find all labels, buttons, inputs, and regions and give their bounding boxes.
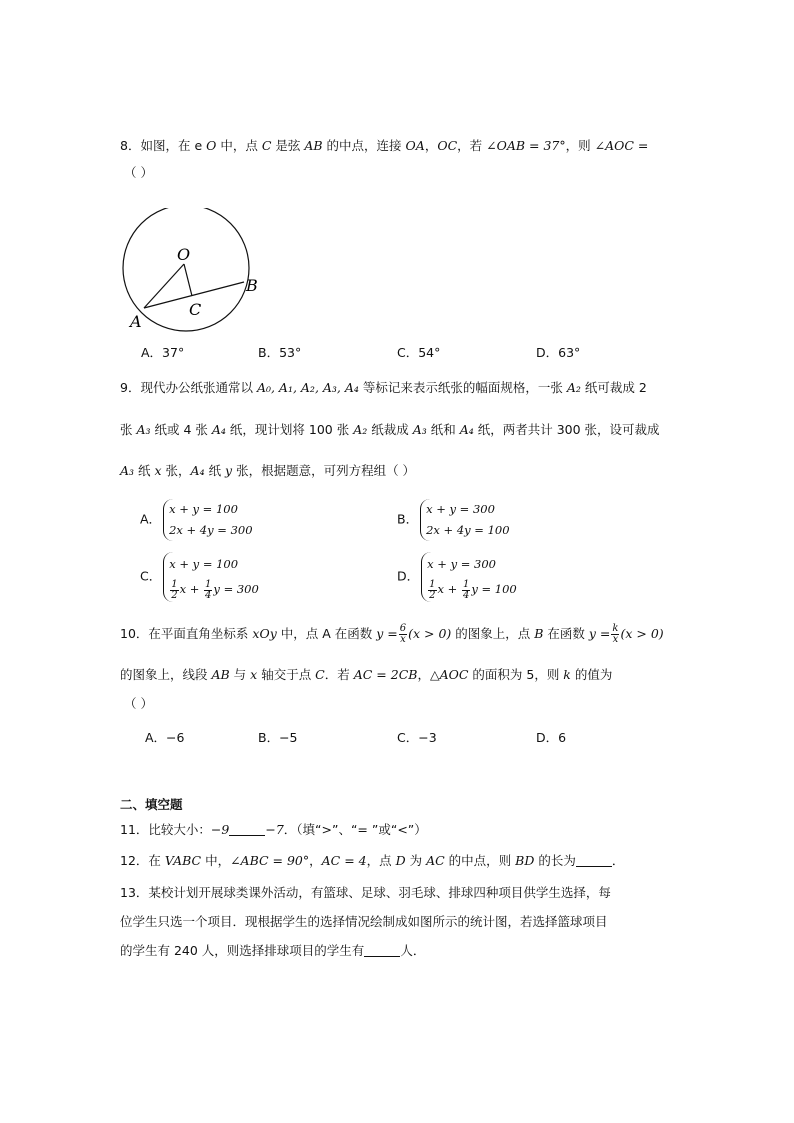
triangle-aoc: △AOC (429, 667, 469, 682)
label-c: C (189, 300, 202, 319)
equation: 2x + 4y = 300 (169, 523, 253, 537)
q9-text: 等标记来表示纸张的幅面规格，一张 (358, 380, 567, 395)
segment-bd: BD (515, 853, 535, 868)
domain: (x > 0) (620, 626, 664, 641)
paper-a2: A₂ (566, 380, 581, 395)
option-label: D． (397, 568, 420, 584)
segment-ab: AB (211, 667, 230, 682)
triangle-abc: VABC (164, 853, 202, 868)
q10-option-b[interactable]: B．−5 (258, 730, 298, 745)
q8-condition: ∠OAB = 37° (486, 138, 566, 153)
q13-line-2: 位学生只选一个项目．现根据学生的选择情况绘制成如图所示的统计图，若选择篮球项目 (120, 914, 608, 929)
q12-text: 的中点，则 (444, 853, 516, 868)
q10-option-d[interactable]: D．6 (536, 730, 567, 745)
q8-question: ∠AOC = (594, 138, 649, 153)
q10-text: 10．在平面直角坐标系 (120, 626, 253, 641)
q10-text: 中，点 (276, 626, 323, 641)
q11-text: ．（填“>”、“= ”或“<”） (283, 822, 427, 837)
function-2: y = (588, 626, 611, 641)
paper-a3: A₃ (136, 422, 151, 437)
equation: x + (179, 582, 204, 596)
q8-text: 8．如图，在 (120, 138, 195, 153)
q9-text: 纸或 4 张 (150, 422, 212, 437)
q10-answer-paren: （ ） (124, 696, 153, 711)
q9-text: 纸 (134, 463, 155, 478)
q11-text: 11．比较大小： (120, 822, 211, 837)
denominator: 2 (429, 589, 436, 601)
q13-line-3 (120, 941, 425, 959)
q8-answer-paren: （ ） (124, 165, 153, 180)
q8-figure (116, 208, 266, 334)
q9-text: 纸可裁成 2 (580, 380, 647, 395)
equation: y = 300 (213, 582, 259, 596)
math-ab: AB (304, 138, 323, 153)
var-x: x (154, 463, 162, 478)
q8-option-a[interactable]: A．37° (141, 345, 185, 360)
q13-line-1: 13．某校计划开展球类课外活动，有篮球、足球、羽毛球、排球四种项目供学生选择，每 (120, 885, 611, 900)
q10-text: 的面积为 5，则 (468, 667, 564, 682)
numerator: 6 (399, 623, 407, 634)
equation: x + y = 300 (427, 557, 496, 571)
fraction (462, 580, 470, 601)
q9-line-1 (120, 378, 647, 396)
q10-text: 在函数 (543, 626, 589, 641)
q10-condition: AC = 2CB (353, 667, 418, 682)
q9-option-b[interactable] (397, 499, 510, 541)
q10-option-c[interactable]: C．−3 (397, 730, 437, 745)
equation: y = 100 (471, 582, 517, 596)
q8-option-b[interactable]: B．53° (258, 345, 302, 360)
numerator: k (612, 623, 619, 634)
q13-text: 的学生有 240 人，则选择排球项目的学生有 (120, 943, 365, 958)
number: −9 (210, 822, 230, 837)
coord-system: xOy (252, 626, 277, 641)
segment-oa (144, 264, 184, 308)
equation-system (420, 499, 509, 541)
q9-text: 9．现代办公纸张通常以 (120, 380, 257, 395)
point-a: A (322, 626, 331, 641)
q10-text: 的图象上，点 (451, 626, 535, 641)
equation-system (163, 552, 259, 602)
q10-text: 轴交于点 (257, 667, 316, 682)
q11 (120, 820, 427, 838)
option-label: B． (397, 511, 419, 527)
label-a: A (130, 312, 142, 331)
point-b: B (534, 626, 544, 641)
q9-option-a[interactable] (140, 499, 253, 541)
numerator: 1 (205, 578, 212, 590)
q9-line-2 (120, 420, 660, 438)
paper-sizes: A₀, A₁, A₂, A₃, A₄ (256, 380, 359, 395)
q9-text: 纸，两者共计 300 张，设可裁成 (473, 422, 660, 437)
q9-text: 张， (161, 463, 191, 478)
equation-system (163, 499, 252, 541)
q8-option-d[interactable]: D．63° (536, 345, 581, 360)
fraction (170, 580, 178, 601)
var-y: y (225, 463, 233, 478)
fraction (204, 580, 212, 601)
fraction (399, 624, 407, 645)
q12-text: 12．在 (120, 853, 165, 868)
q10-text: 在函数 (330, 626, 377, 641)
q12-text: ，点 (366, 853, 396, 868)
q8-text: ， (424, 138, 438, 153)
equation: x + y = 100 (169, 557, 239, 571)
label-b: B (246, 276, 258, 295)
q8-line-1 (120, 136, 648, 154)
denominator: x (612, 634, 619, 645)
q10-line-2 (120, 665, 612, 683)
circle-o (123, 208, 249, 331)
q8-text: ，若 (457, 138, 487, 153)
paper-a3: A₃ (120, 463, 135, 478)
answer-blank[interactable] (576, 865, 612, 867)
denominator: x (400, 634, 406, 645)
equation: x + (437, 582, 461, 596)
point-c: C (315, 667, 325, 682)
circle-symbol: e (194, 138, 203, 153)
equation-system (421, 552, 517, 602)
denominator: 4 (462, 589, 470, 601)
q10-line-1 (120, 624, 664, 645)
paper-a3: A₃ (412, 422, 427, 437)
denominator: 4 (205, 589, 212, 601)
q12-text: ． (611, 853, 625, 868)
math-oa: OA (405, 138, 425, 153)
paper-a2: A₂ (353, 422, 368, 437)
domain: (x > 0) (408, 626, 452, 641)
function-1: y = (376, 626, 398, 641)
segment-oc (184, 264, 192, 296)
numerator: 1 (429, 578, 436, 590)
math-oc: OC (437, 138, 458, 153)
q10-text: 的值为 (570, 667, 613, 682)
math-o: O (206, 138, 217, 153)
var-x: x (250, 667, 258, 682)
fraction (428, 580, 436, 601)
paper-a4: A₄ (211, 422, 226, 437)
numerator: 1 (171, 578, 178, 590)
q8-text: 中，点 (216, 138, 262, 153)
denominator: 2 (171, 589, 178, 601)
q9-line-3 (120, 461, 415, 479)
q9-option-c[interactable] (140, 552, 259, 602)
option-label: A． (140, 511, 162, 527)
q8-text: 的中点，连接 (322, 138, 406, 153)
q10-text: ．若 (324, 667, 354, 682)
fraction (611, 624, 619, 645)
equation: x + y = 100 (169, 502, 238, 516)
answer-blank[interactable] (229, 834, 265, 836)
angle-abc: ∠ABC = 90° (230, 853, 310, 868)
q9-text: 纸和 (426, 422, 460, 437)
length-ac: AC = 4 (321, 853, 367, 868)
q12-text: ， (309, 853, 322, 868)
var-k: k (563, 667, 571, 682)
paper-a4: A₄ (190, 463, 205, 478)
q10-text: 的图象上，线段 (120, 667, 212, 682)
q10-text: 与 (229, 667, 251, 682)
label-o: O (177, 245, 191, 264)
q8-text: 是弦 (271, 138, 305, 153)
q9-text: 纸，现计划将 100 张 (225, 422, 354, 437)
q9-text: 纸裁成 (367, 422, 413, 437)
point-d: D (395, 853, 406, 868)
q9-text: 纸 (204, 463, 226, 478)
q9-text: 张，根据题意，可列方程组（ ） (232, 463, 416, 478)
q12-text: 为 (405, 853, 427, 868)
q8-option-c[interactable]: C．54° (397, 345, 441, 360)
answer-blank[interactable] (364, 955, 400, 957)
q8-text: ，则 (565, 138, 595, 153)
q10-text: ， (417, 667, 430, 682)
q13-text: 人． (400, 943, 426, 958)
q10-option-a[interactable]: A．−6 (145, 730, 185, 745)
equation: x + y = 300 (426, 502, 495, 516)
math-c: C (261, 138, 272, 153)
numerator: 1 (462, 578, 470, 590)
q12 (120, 851, 624, 869)
q12-text: 中， (201, 853, 231, 868)
option-label: C． (140, 568, 162, 584)
q9-option-d[interactable] (397, 552, 517, 602)
paper-a4: A₄ (459, 422, 474, 437)
segment-ac: AC (426, 853, 445, 868)
q12-text: 的长为 (534, 853, 576, 868)
section-title: 二、填空题 (120, 797, 183, 812)
q9-text: 张 (120, 422, 137, 437)
number: −7 (265, 822, 284, 837)
equation: 2x + 4y = 100 (426, 523, 510, 537)
